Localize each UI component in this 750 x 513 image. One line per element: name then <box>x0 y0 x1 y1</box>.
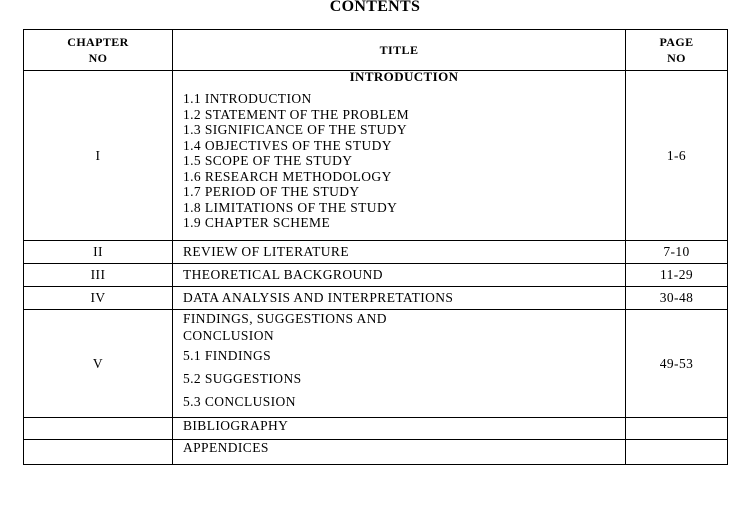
table-row <box>24 264 728 287</box>
page-range: 1-6 <box>626 71 728 241</box>
section-item: 1.2 STATEMENT OF THE PROBLEM <box>183 106 410 122</box>
chapter-title: APPENDICES <box>173 440 626 465</box>
page-range: 49-53 <box>626 310 728 418</box>
section-item: 1.9 CHAPTER SCHEME <box>183 215 331 230</box>
title-header: TITLE <box>173 30 626 71</box>
section-item: 1.8 LIMITATIONS OF THE STUDY <box>183 199 398 215</box>
page-header-line2: NO <box>667 51 686 65</box>
chapter-title: THEORETICAL BACKGROUND <box>173 264 626 287</box>
page-header-line1: PAGE <box>659 35 694 49</box>
page-range: 7-10 <box>626 241 728 264</box>
section-item: 5.1 FINDINGS <box>183 348 272 363</box>
page-range: 11-29 <box>626 264 728 287</box>
table-row <box>24 310 728 418</box>
section-list <box>183 91 625 231</box>
section-item: 5.2 SUGGESTIONS <box>183 371 302 386</box>
table-row <box>24 418 728 440</box>
section-item: 1.1 INTRODUCTION <box>183 91 312 106</box>
chapter-number <box>24 440 173 465</box>
section-item: 1.7 PERIOD OF THE STUDY <box>183 184 360 199</box>
chapter-title: BIBLIOGRAPHY <box>173 418 626 440</box>
chapter-heading <box>183 310 625 344</box>
chapter-no-header <box>24 30 173 71</box>
page-range <box>626 440 728 465</box>
table-row <box>24 287 728 310</box>
section-item: 1.6 RESEARCH METHODOLOGY <box>183 168 392 184</box>
page-range: 30-48 <box>626 287 728 310</box>
chapter-number: III <box>24 264 173 287</box>
table-row <box>24 71 728 241</box>
chapter-number: V <box>24 310 173 418</box>
chapter-header-line1: CHAPTER <box>67 35 129 49</box>
chapter-heading-line2: CONCLUSION <box>183 328 275 343</box>
section-item: 1.4 OBJECTIVES OF THE STUDY <box>183 137 392 153</box>
table-row <box>24 241 728 264</box>
chapter-heading: INTRODUCTION <box>349 69 459 84</box>
contents-table <box>23 29 728 465</box>
section-item: 1.3 SIGNIFICANCE OF THE STUDY <box>183 122 407 137</box>
chapter-number <box>24 418 173 440</box>
chapter-header-line2: NO <box>88 51 108 65</box>
table-row <box>24 440 728 465</box>
section-item: 1.5 SCOPE OF THE STUDY <box>183 153 353 168</box>
chapter-title: DATA ANALYSIS AND INTERPRETATIONS <box>173 287 626 310</box>
chapter-number: II <box>24 241 173 264</box>
section-item: 5.3 CONCLUSION <box>183 394 296 409</box>
chapter-title: REVIEW OF LITERATURE <box>173 241 626 264</box>
chapter-number: IV <box>24 287 173 310</box>
chapter-heading-line1: FINDINGS, SUGGESTIONS AND <box>183 311 387 326</box>
section-list <box>183 344 625 413</box>
page-range <box>626 418 728 440</box>
chapter-title <box>173 310 626 418</box>
page-title: CONTENTS <box>329 0 421 15</box>
page-no-header <box>626 30 728 71</box>
header-row <box>24 30 728 71</box>
chapter-number: I <box>24 71 173 241</box>
chapter-title <box>173 71 626 241</box>
